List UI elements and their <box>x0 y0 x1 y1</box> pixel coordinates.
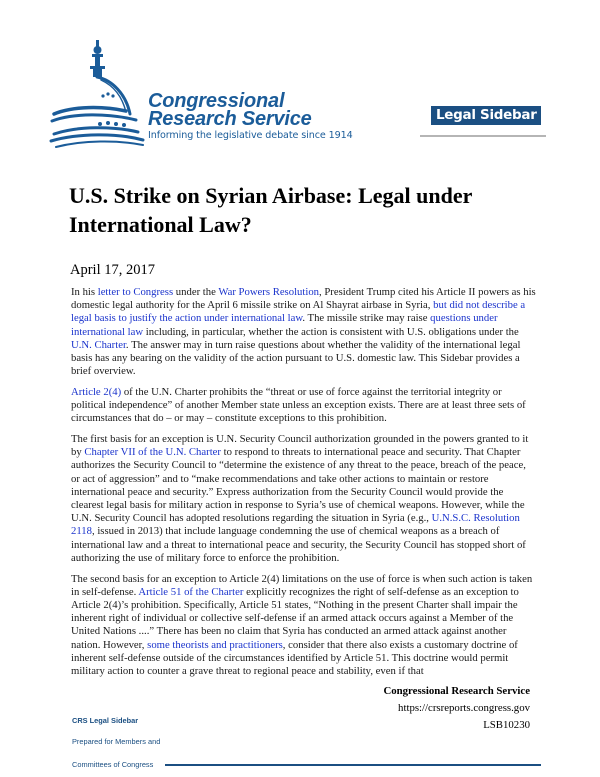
footer-committees-line: Committees of Congress <box>72 760 154 769</box>
inline-link[interactable]: Chapter VII of the U.N. Charter <box>84 446 221 459</box>
inline-link[interactable]: U.N.S.C. Resolution 2118 <box>71 512 520 538</box>
footer-publisher <box>383 683 530 734</box>
inline-link[interactable]: U.N. Charter <box>71 338 126 351</box>
inline-link[interactable]: letter to Congress <box>97 286 174 298</box>
paragraph-text: . The answer may in turn raise questions about whether the validity of the international legal basis has any bearing on the validity of the action pursuant to U.S. domestic law. This Sidebar provides a brief overview. <box>71 338 521 378</box>
legal-sidebar-badge: Legal Sidebar <box>431 106 541 125</box>
paragraph-text: , issued in 2013) that include language condemning the use of chemical weapons as a breach of international law and a threat to international peace and security, the Security Council has stopped short of authorizing the use of military force to enforce the prohibition. <box>71 525 526 564</box>
body-paragraph <box>71 573 537 679</box>
crs-logo <box>48 36 353 151</box>
inline-link[interactable]: questions under international law <box>71 312 498 338</box>
header-divider <box>420 135 546 137</box>
paragraph-text: under the <box>173 286 219 298</box>
inline-link[interactable]: War Powers Resolution <box>218 286 320 298</box>
org-name <box>148 92 312 128</box>
org-name-line1: Congressional <box>148 90 285 112</box>
paragraph-text: , consider that there also exists a customary doctrine of inherent self-defense outside of the circumstances identified by Article 51. This doctrine would permit military action to counter a grave threat to regional peace and stability, even if that <box>71 638 518 677</box>
paragraph-text: , President Trump cited his Article II powers as his domestic legal authority for the April 6 missile strike on Al Shayrat airbase in Syria, <box>71 286 536 312</box>
inline-link[interactable]: Article 51 of the Charter <box>138 585 244 598</box>
paragraph-text: to respond to threats to international peace and security. That Chapter authorizes the Security Council to “determine the existence of any threat to the peace, breach of the peace, or act of aggression” and to “make recommendations and take other actions to maintain or restore international peace and security.” Express authorization from the Security Council would provide the clearest legal basis for military action in response to Syria’s use of chemical weapons. However, while the U.N. Security Council has adopted resolutions regarding the situation in Syria (e.g., <box>71 446 526 525</box>
inline-link[interactable]: Article 2(4) <box>71 385 122 398</box>
document-date: April 17, 2017 <box>70 262 155 278</box>
footer-url[interactable]: https://crsreports.congress.gov <box>398 702 530 714</box>
inline-link[interactable]: some theorists and practitioners <box>147 638 283 651</box>
inline-link[interactable]: but did not describe a legal basis to justify the action under international law <box>71 299 526 325</box>
body-paragraph <box>71 433 537 565</box>
paragraph-text: of the U.N. Charter prohibits the “threat or use of force against the territorial integrity or political independence” of another Member state unless an exception exists. There are at least three sets of circumstances that do – or may – constitute exceptions to this prohibition. <box>71 385 526 425</box>
paragraph-text: The second basis for an exception to Article 2(4) limitations on the use of force is when such action is taken in self-defense. <box>71 572 533 598</box>
footer-divider <box>165 764 541 766</box>
document-body <box>71 286 537 686</box>
body-paragraph <box>71 286 537 378</box>
paragraph-text: including, in particular, whether the action is consistent with U.S. obligations under the <box>143 325 519 338</box>
paragraph-text: In his <box>71 286 98 298</box>
footer-org: Congressional Research Service <box>383 685 530 697</box>
document-title: U.S. Strike on Syrian Airbase: Legal under International Law? <box>69 183 472 237</box>
report-id: LSB10230 <box>483 719 530 731</box>
org-tagline: Informing the legislative debate since 1914 <box>148 130 353 141</box>
paragraph-text: The first basis for an exception is U.N. Security Council authorization grounded in the powers granted to it by <box>71 433 529 459</box>
org-name-line2: Research Service <box>148 108 312 130</box>
footer-series-title: CRS Legal Sidebar <box>72 716 139 725</box>
capitol-dome-icon <box>48 36 148 151</box>
paragraph-text: explicitly recognizes the right of self-defense as an exception to Article 2(4)’s prohibition. Specifically, Article 51 states, “Nothing in the present Charter shall impair the inherent right of individual or collective self-defense if an armed attack occurs against a Member of the United Nations ....” There has been no claim that Syria has conducted an armed attack against another nation. However, <box>71 585 519 651</box>
footer-prepared-line: Prepared for Members and <box>72 737 161 746</box>
body-paragraph <box>71 386 537 426</box>
paragraph-text: . The missile strike may raise <box>302 312 431 325</box>
